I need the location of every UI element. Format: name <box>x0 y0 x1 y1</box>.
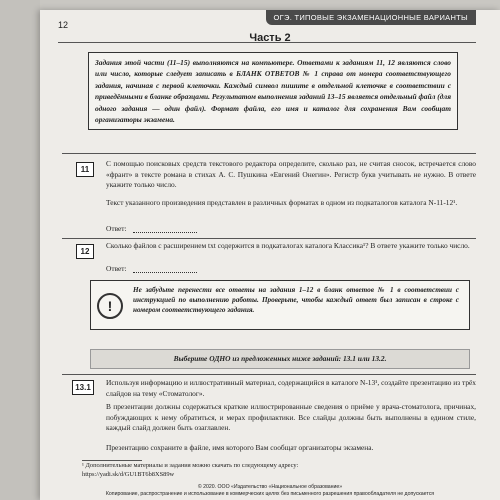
task-number-11: 11 <box>76 162 94 177</box>
part-title: Часть 2 <box>249 32 291 44</box>
header-title: ОГЭ. ТИПОВЫЕ ЭКЗАМЕНАЦИОННЫЕ ВАРИАНТЫ <box>266 10 476 25</box>
footnote-separator <box>82 460 142 461</box>
copyright-line1: © 2020. ООО «Издательство «Национальное образование» <box>197 484 343 490</box>
divider <box>62 153 476 154</box>
answer-label: Ответ: <box>106 264 127 273</box>
task11-text-catalog: Текст указанного произведения представлен в различных форматах в одном из подкаталогов каталога N-11-12¹. <box>106 198 458 207</box>
divider <box>62 238 476 239</box>
page-number: 12 <box>58 20 69 30</box>
answer-line <box>133 264 197 273</box>
answer-label: Ответ: <box>106 224 127 233</box>
intro-box: Задания этой части (11–15) выполняются на компьютере. Ответами к заданиям 11, 12 являются слово или число, которые следует записать в БЛАНК ОТВЕТОВ № 1 справа от номера соответствующего задания, начиная с первой клеточки. Каждый символ пишите в отдельной клеточке в соответствии с приведёнными в бланке образцами. Результатом выполнения заданий 13–15 является отдельный файл (для одного задания — один файл). Формат файла, его имя и каталог для сохранения Вам сообщат организаторы экзамена. <box>88 52 458 130</box>
task12-answer <box>106 264 197 273</box>
copyright <box>40 484 500 498</box>
exclamation-icon: ! <box>97 293 123 319</box>
reminder-text: Не забудьте перенести все ответы на задания 1–12 в бланк ответов № 1 в соответствии с инструкцией по выполнению работы. Проверьте, чтобы каждый ответ был записан в строке с номером соответствующего задания. <box>133 286 459 314</box>
task11-text: С помощью поисковых средств текстового редактора определите, сколько раз, не считая сносок, встречается слово «франт» в тексте романа в стихах А. С. Пушкина «Евгений Онегин». Регистр букв учитывать не нужно. В ответе укажите только число. <box>106 159 476 189</box>
divider <box>62 374 476 375</box>
task13-1-save: Презентацию сохраните в файле, имя которого Вам сообщат организаторы экзамена. <box>106 443 374 452</box>
footnote-line1: Дополнительные материалы и задания можно скачать по следующему адресу: <box>85 462 299 469</box>
task-number-13-1: 13.1 <box>72 380 94 395</box>
task13-1-requirements: В презентации должны содержаться краткие иллюстрированные сведения о приёме у врача-стоматолога, причинах, побуждающих к нему обратиться, и мерах профилактики. Все слайды должны быть выполнены в едином стиле, каждый слайд должен быть озаглавлен. <box>106 402 476 432</box>
footnote-link[interactable]: https://yadi.sk/d/GU1BT6b8XS89w <box>82 470 175 478</box>
choice-instruction: Выберите ОДНО из предложенных ниже заданий: 13.1 или 13.2. <box>90 349 470 369</box>
task11-answer <box>106 224 197 233</box>
reminder-box <box>90 280 470 330</box>
footnote <box>82 462 462 479</box>
background-edge <box>0 0 40 500</box>
copyright-line2: Копирование, распространение и использование в коммерческих целях без письменного разрешения правообладателя не допускается <box>105 491 435 497</box>
task13-1-text: Используя информацию и иллюстративный материал, содержащийся в каталоге N-13¹, создайте презентацию из трёх слайдов на тему «Стоматолог». <box>106 378 476 398</box>
document-page <box>40 10 500 500</box>
task12-text: Сколько файлов с расширением txt содержится в подкаталогах каталога Классика¹? В ответе укажите только число. <box>106 241 470 250</box>
answer-line <box>133 224 197 233</box>
task-number-12: 12 <box>76 244 94 259</box>
footnote-marker: ¹ <box>82 462 84 469</box>
